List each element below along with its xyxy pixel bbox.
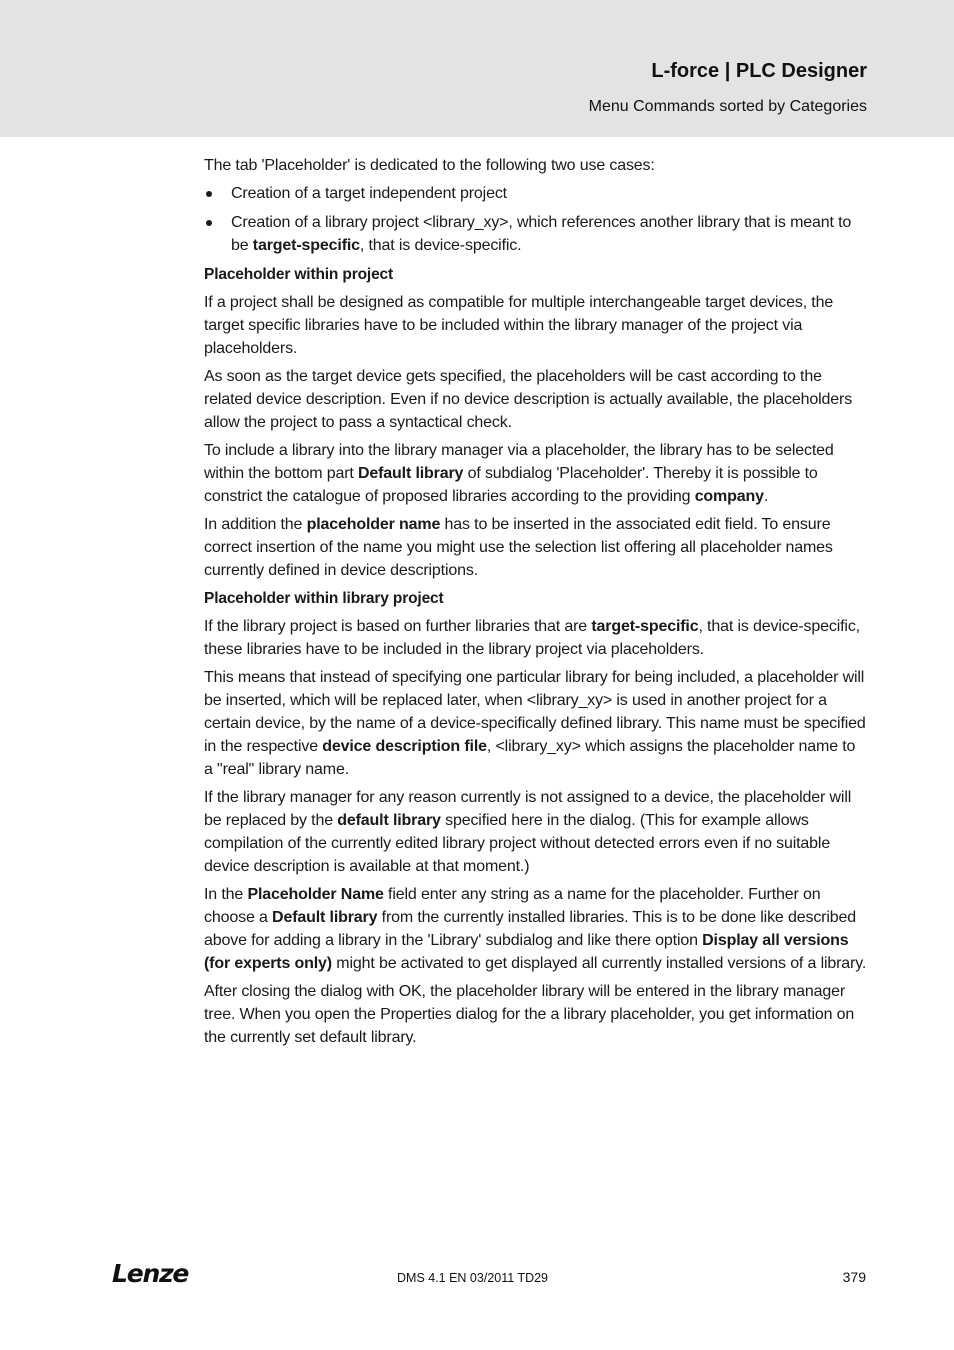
emphasis: device description file: [322, 738, 487, 755]
emphasis: default library: [337, 812, 441, 829]
emphasis: Placeholder Name: [247, 886, 384, 903]
document-reference: DMS 4.1 EN 03/2011 TD29: [397, 1271, 549, 1285]
bullet-text: Creation of a target independent project: [231, 185, 507, 202]
emphasis: target-specific: [252, 237, 360, 254]
paragraph: In the Placeholder Name field enter any string as a name for the placeholder. Further on choose a Default library from the currently installed libraries. This is to be done like described above for adding a library in the 'Library' subdialog and like there option Display all versions (for experts only) might be activated to get displayed all currently installed versions of a library.: [204, 886, 867, 972]
section-heading-project: Placeholder within project: [204, 266, 394, 283]
emphasis: company: [694, 488, 764, 505]
section-subtitle: Menu Commands sorted by Categories: [588, 98, 867, 115]
section-heading-library-project: Placeholder within library project: [204, 590, 444, 607]
emphasis: target-specific: [591, 618, 699, 635]
page-content: [204, 154, 868, 1054]
paragraph: To include a library into the library manager via a placeholder, the library has to be selected within the bottom part Default library of subdialog 'Placeholder'. Thereby it is possible to constrict the catalogue of proposed libraries according to the providing company.: [204, 442, 834, 505]
paragraph: If a project shall be designed as compatible for multiple interchangeable target devices, the target specific libraries have to be included within the library manager of the project via placeholders.: [204, 294, 834, 357]
use-case-list: [204, 182, 868, 257]
page-number: 379: [842, 1269, 866, 1285]
document-title: L-force | PLC Designer: [651, 60, 867, 82]
paragraph: As soon as the target device gets specified, the placeholders will be cast according to the related device description. Even if no device description is actually available, the placeholders allow the project to pass a syntactical check.: [204, 368, 853, 431]
paragraph: If the library project is based on further libraries that are target-specific, that is device-specific, these libraries have to be included in the library project via placeholders.: [204, 618, 860, 658]
emphasis: Default library: [272, 909, 378, 926]
emphasis: Default library: [357, 465, 464, 482]
paragraph: If the library manager for any reason currently is not assigned to a device, the placeholder will be replaced by the default library specified here in the dialog. (This for example allows compilation of the currently edited library project without detected errors even if no suitable device description is available at that moment.): [204, 789, 852, 875]
intro-paragraph: The tab 'Placeholder' is dedicated to the following two use cases:: [204, 157, 655, 174]
paragraph: This means that instead of specifying one particular library for being included, a placeholder will be inserted, which will be replaced later, when <library_xy> is used in another project for a certain device, by the name of a device-specifically defined library. This name must be specified in the respective device description file, <library_xy> which assigns the placeholder name to a "real" library name.: [204, 669, 866, 778]
paragraph: After closing the dialog with OK, the placeholder library will be entered in the library manager tree. When you open the Properties dialog for the a library placeholder, you get information on the currently set default library.: [204, 983, 855, 1046]
page-header: [0, 0, 954, 137]
emphasis: Display all versions (for experts only): [204, 932, 849, 972]
emphasis: placeholder name: [306, 516, 441, 533]
list-item: [204, 182, 868, 205]
paragraph: In addition the placeholder name has to be inserted in the associated edit field. To ensure correct insertion of the name you might use the selection list offering all placeholder names currently defined in device descriptions.: [204, 516, 833, 579]
lenze-logo: Lenze: [112, 1259, 189, 1288]
list-item: Creation of a library project <library_xy>, which references another library that is meant to be target-specific, that is device-specific.: [204, 211, 868, 257]
